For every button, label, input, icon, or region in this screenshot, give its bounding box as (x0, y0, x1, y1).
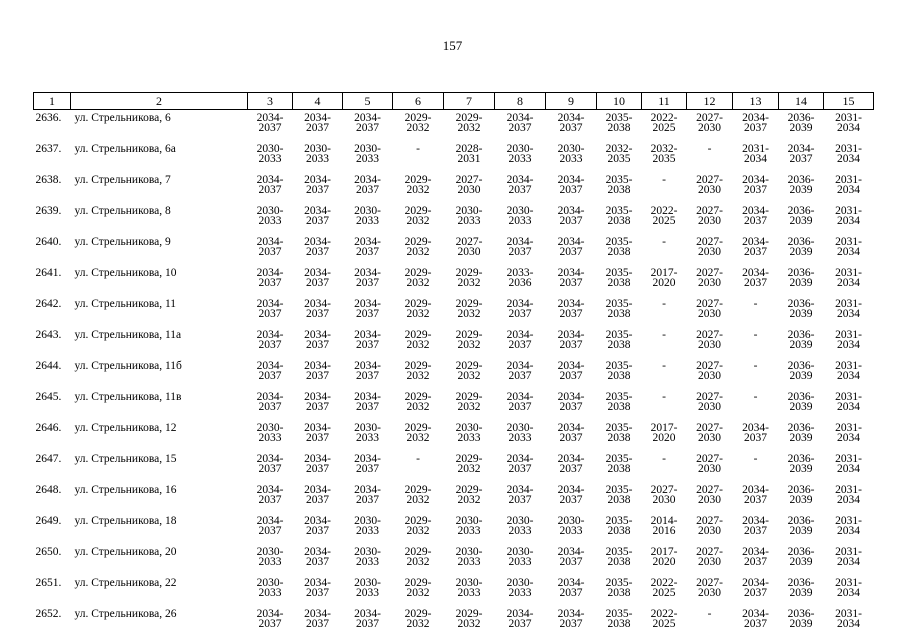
year-range-cell: 2034- 2037 (742, 608, 769, 630)
year-range-cell: 2031- 2034 (835, 484, 862, 506)
street-address: ул. Стрельникова, 8 (74, 205, 171, 217)
year-range-cell: 2029- 2032 (404, 112, 432, 134)
year-range-cell: 2029- 2032 (455, 267, 483, 289)
year-range-cell: - (416, 143, 420, 155)
year-range-cell: 2035- 2038 (605, 608, 633, 630)
year-range-cell: 2029- 2032 (455, 391, 483, 413)
street-address: ул. Стрельникова, 7 (74, 174, 171, 186)
year-range-cell: 2034- 2037 (506, 329, 534, 351)
year-range-cell: 2033- 2036 (506, 267, 534, 289)
row-number: 2640. (35, 236, 62, 248)
table-row (34, 110, 874, 142)
year-range-cell: 2034- 2037 (354, 453, 381, 475)
year-range-cell: 2036- 2039 (787, 453, 815, 475)
year-range-cell: - (753, 453, 758, 465)
year-range-cell: 2027- 2030 (696, 112, 723, 134)
year-range-cell: 2027- 2030 (696, 484, 723, 506)
year-range-cell: 2034- 2037 (304, 391, 331, 413)
year-range-cell: 2032- 2035 (650, 143, 678, 165)
year-range-cell: 2035- 2038 (605, 205, 633, 227)
year-range-cell: 2034- 2037 (506, 608, 534, 630)
year-range-cell: 2034- 2037 (256, 329, 284, 351)
year-range-cell: 2031- 2034 (835, 577, 862, 599)
year-range-cell: 2034- 2037 (742, 236, 769, 258)
year-range-cell: - (662, 329, 666, 341)
street-address: ул. Стрельникова, 26 (74, 608, 177, 620)
year-range-cell: 2031- 2034 (835, 143, 862, 165)
street-address: ул. Стрельникова, 11 (74, 298, 177, 310)
year-range-cell: - (662, 453, 666, 465)
row-number: 2636. (35, 112, 62, 124)
year-range-cell: 2034- 2037 (557, 360, 585, 382)
year-range-cell: 2027- 2030 (696, 515, 723, 537)
year-range-cell: 2034- 2037 (256, 453, 284, 475)
year-range-cell: 2036- 2039 (787, 112, 815, 134)
year-range-cell: 2029- 2032 (455, 484, 483, 506)
year-range-cell: 2027- 2030 (650, 484, 678, 506)
year-range-cell: 2031- 2034 (835, 422, 862, 444)
year-range-cell: 2027- 2030 (696, 298, 723, 320)
year-range-cell: 2034- 2037 (557, 174, 585, 196)
year-range-cell: 2034- 2037 (742, 515, 769, 537)
year-range-cell: 2034- 2037 (742, 174, 769, 196)
year-range-cell: 2022- 2025 (650, 608, 678, 630)
year-range-cell: 2036- 2039 (787, 205, 815, 227)
year-range-cell: 2034- 2037 (742, 267, 769, 289)
year-range-cell: 2036- 2039 (787, 174, 815, 196)
year-range-cell: 2034- 2037 (506, 484, 534, 506)
row-number: 2639. (35, 205, 62, 217)
year-range-cell: 2029- 2032 (404, 298, 432, 320)
year-range-cell: 2034- 2037 (354, 236, 381, 258)
year-range-cell: 2031- 2034 (835, 360, 862, 382)
year-range-cell: - (662, 298, 666, 310)
year-range-cell: 2027- 2030 (696, 453, 723, 475)
year-range-cell: 2029- 2032 (404, 515, 432, 537)
year-range-cell: 2027- 2030 (455, 236, 483, 258)
year-range-cell: 2034- 2037 (304, 577, 331, 599)
column-header: 14 (779, 93, 824, 110)
year-range-cell: - (662, 391, 666, 403)
year-range-cell: 2034- 2037 (557, 577, 585, 599)
year-range-cell: 2017- 2020 (650, 546, 678, 568)
year-range-cell: 2029- 2032 (404, 360, 432, 382)
street-address: ул. Стрельникова, 16 (74, 484, 177, 496)
year-range-cell: - (662, 174, 666, 186)
year-range-cell: 2034- 2037 (506, 174, 534, 196)
year-range-cell: 2030- 2033 (256, 546, 284, 568)
year-range-cell: 2030- 2033 (354, 577, 381, 599)
year-range-cell: 2036- 2039 (787, 267, 815, 289)
year-range-cell: 2034- 2037 (256, 391, 284, 413)
row-number: 2642. (35, 298, 62, 310)
column-header: 13 (733, 93, 779, 110)
year-range-cell: 2030- 2033 (354, 422, 381, 444)
column-header: 1 (34, 93, 71, 110)
year-range-cell: 2022- 2025 (650, 205, 678, 227)
street-address: ул. Стрельникова, 11а (74, 329, 182, 341)
year-range-cell: 2027- 2030 (696, 577, 723, 599)
year-range-cell: 2036- 2039 (787, 329, 815, 351)
year-range-cell: - (662, 236, 666, 248)
table-row (34, 451, 874, 482)
year-range-cell: 2034- 2037 (557, 422, 585, 444)
year-range-cell: 2031- 2034 (742, 143, 769, 165)
year-range-cell: 2029- 2032 (404, 608, 432, 630)
year-range-cell: 2034- 2037 (304, 205, 331, 227)
row-number: 2649. (35, 515, 62, 527)
page-number: 157 (442, 38, 463, 53)
year-range-cell: 2030- 2033 (506, 422, 534, 444)
year-range-cell: 2030- 2033 (354, 546, 381, 568)
street-address: ул. Стрельникова, 18 (74, 515, 177, 527)
year-range-cell: 2031- 2034 (835, 329, 862, 351)
table-row (34, 606, 874, 637)
year-range-cell: 2030- 2033 (455, 546, 483, 568)
year-range-cell: 2027- 2030 (696, 267, 723, 289)
row-number: 2643. (35, 329, 62, 341)
year-range-cell: 2034- 2037 (506, 298, 534, 320)
year-range-cell: 2030- 2033 (256, 205, 284, 227)
year-range-cell: 2029- 2032 (404, 174, 432, 196)
year-range-cell: 2034- 2037 (354, 267, 381, 289)
street-address: ул. Стрельникова, 9 (74, 236, 171, 248)
year-range-cell: 2034- 2037 (354, 174, 381, 196)
row-number: 2646. (35, 422, 62, 434)
year-range-cell: 2034- 2037 (304, 608, 331, 630)
year-range-cell: 2034- 2037 (787, 143, 815, 165)
year-range-cell: 2034- 2037 (354, 608, 381, 630)
year-range-cell: 2035- 2038 (605, 515, 633, 537)
street-address: ул. Стрельникова, 6а (74, 143, 176, 155)
year-range-cell: 2034- 2037 (742, 205, 769, 227)
row-number: 2637. (35, 143, 62, 155)
year-range-cell: 2029- 2032 (404, 577, 432, 599)
year-range-cell: 2034- 2037 (304, 267, 331, 289)
year-range-cell: 2034- 2037 (304, 298, 331, 320)
column-header: 6 (393, 93, 444, 110)
header-row (34, 93, 874, 110)
year-range-cell: 2027- 2030 (696, 329, 723, 351)
year-range-cell: 2029- 2032 (404, 236, 432, 258)
row-number: 2652. (35, 608, 62, 620)
table-row (34, 482, 874, 513)
year-range-cell: 2029- 2032 (455, 329, 483, 351)
year-range-cell: 2029- 2032 (404, 391, 432, 413)
year-range-cell: 2034- 2037 (256, 174, 284, 196)
year-range-cell: 2031- 2034 (835, 205, 862, 227)
year-range-cell: 2035- 2038 (605, 174, 633, 196)
year-range-cell: 2034- 2037 (354, 298, 381, 320)
year-range-cell: 2030- 2033 (506, 515, 534, 537)
year-range-cell: 2034- 2037 (557, 391, 585, 413)
year-range-cell: 2034- 2037 (256, 112, 284, 134)
year-range-cell: 2036- 2039 (787, 391, 815, 413)
year-range-cell: 2034- 2037 (354, 360, 381, 382)
year-range-cell: 2030- 2033 (354, 143, 381, 165)
year-range-cell: 2027- 2030 (696, 236, 723, 258)
year-range-cell: 2027- 2030 (696, 391, 723, 413)
year-range-cell: 2034- 2037 (354, 484, 381, 506)
year-range-cell: 2034- 2037 (506, 236, 534, 258)
year-range-cell: 2030- 2033 (455, 577, 483, 599)
column-header: 9 (546, 93, 597, 110)
year-range-cell: 2034- 2037 (256, 267, 284, 289)
year-range-cell: 2030- 2033 (354, 205, 381, 227)
year-range-cell: - (753, 391, 758, 403)
year-range-cell: 2035- 2038 (605, 298, 633, 320)
year-range-cell: 2034- 2037 (557, 112, 585, 134)
year-range-cell: 2036- 2039 (787, 360, 815, 382)
year-range-cell: 2029- 2032 (455, 360, 483, 382)
year-range-cell: 2034- 2037 (506, 112, 534, 134)
year-range-cell: 2036- 2039 (787, 236, 815, 258)
year-range-cell: 2034- 2037 (742, 422, 769, 444)
year-range-cell: 2034- 2037 (506, 391, 534, 413)
year-range-cell: 2017- 2020 (650, 422, 678, 444)
year-range-cell: 2031- 2034 (835, 391, 862, 413)
year-range-cell: 2036- 2039 (787, 422, 815, 444)
year-range-cell: 2029- 2032 (404, 546, 432, 568)
street-address: ул. Стрельникова, 11б (74, 360, 182, 372)
column-header: 12 (687, 93, 733, 110)
year-range-cell: 2034- 2037 (304, 112, 331, 134)
year-range-cell: 2030- 2033 (506, 143, 534, 165)
year-range-cell: 2034- 2037 (557, 236, 585, 258)
year-range-cell: 2030- 2033 (506, 546, 534, 568)
column-header: 11 (642, 93, 687, 110)
table-row (34, 389, 874, 420)
year-range-cell: - (753, 360, 758, 372)
table-row (34, 265, 874, 296)
year-range-cell: - (662, 360, 666, 372)
year-range-cell: 2027- 2030 (696, 546, 723, 568)
year-range-cell: 2034- 2037 (256, 298, 284, 320)
year-range-cell: 2035- 2038 (605, 546, 633, 568)
year-range-cell: 2034- 2037 (557, 546, 585, 568)
year-range-cell: 2031- 2034 (835, 453, 862, 475)
street-address: ул. Стрельникова, 22 (74, 577, 177, 589)
table-row (34, 141, 874, 172)
year-range-cell: 2027- 2030 (696, 422, 723, 444)
year-range-cell: 2031- 2034 (835, 112, 862, 134)
year-range-cell: 2031- 2034 (835, 267, 862, 289)
year-range-cell: 2034- 2037 (557, 453, 585, 475)
year-range-cell: 2030- 2033 (455, 515, 483, 537)
year-range-cell: 2034- 2037 (557, 329, 585, 351)
row-number: 2647. (35, 453, 62, 465)
table-row (34, 296, 874, 327)
year-range-cell: 2036- 2039 (787, 608, 815, 630)
row-number: 2641. (35, 267, 62, 279)
row-number: 2645. (35, 391, 62, 403)
year-range-cell: 2034- 2037 (557, 298, 585, 320)
year-range-cell: 2035- 2038 (605, 422, 633, 444)
year-range-cell: 2030- 2033 (506, 577, 534, 599)
year-range-cell: 2035- 2038 (605, 360, 633, 382)
year-range-cell: 2030- 2033 (256, 422, 284, 444)
year-range-cell: 2029- 2032 (455, 298, 483, 320)
year-range-cell: 2034- 2037 (304, 484, 331, 506)
year-range-cell: 2035- 2038 (605, 329, 633, 351)
table-row (34, 420, 874, 451)
year-range-cell: 2029- 2032 (455, 112, 483, 134)
column-header: 7 (444, 93, 495, 110)
year-range-cell: 2034- 2037 (304, 236, 331, 258)
row-number: 2648. (35, 484, 62, 496)
year-range-cell: 2034- 2037 (256, 236, 284, 258)
year-range-cell: 2032- 2035 (605, 143, 633, 165)
year-range-cell: 2034- 2037 (557, 484, 585, 506)
year-range-cell: 2034- 2037 (304, 329, 331, 351)
year-range-cell: 2034- 2037 (742, 577, 769, 599)
table-row (34, 203, 874, 234)
year-range-cell: 2036- 2039 (787, 577, 815, 599)
year-range-cell: 2035- 2038 (605, 484, 633, 506)
table-row (34, 358, 874, 389)
year-range-cell: 2029- 2032 (455, 453, 483, 475)
year-range-cell: 2034- 2037 (742, 546, 769, 568)
column-header: 8 (495, 93, 546, 110)
year-range-cell: 2029- 2032 (404, 422, 432, 444)
row-number: 2638. (35, 174, 62, 186)
year-range-cell: 2034- 2037 (256, 360, 284, 382)
year-range-cell: 2034- 2037 (742, 112, 769, 134)
year-range-cell: 2035- 2038 (605, 236, 633, 258)
year-range-cell: 2027- 2030 (696, 174, 723, 196)
schedule-table (33, 92, 874, 637)
year-range-cell: 2034- 2037 (304, 515, 331, 537)
year-range-cell: 2029- 2032 (404, 329, 432, 351)
year-range-cell: 2034- 2037 (557, 267, 585, 289)
table-row (34, 172, 874, 203)
year-range-cell: 2034- 2037 (304, 546, 331, 568)
year-range-cell: 2030- 2033 (506, 205, 534, 227)
year-range-cell: 2031- 2034 (835, 546, 862, 568)
year-range-cell: 2031- 2034 (835, 515, 862, 537)
year-range-cell: 2022- 2025 (650, 577, 678, 599)
year-range-cell: 2014- 2016 (650, 515, 678, 537)
table-row (34, 575, 874, 606)
year-range-cell: 2034- 2037 (256, 484, 284, 506)
column-header: 5 (343, 93, 393, 110)
street-address: ул. Стрельникова, 20 (74, 546, 177, 558)
year-range-cell: - (753, 329, 758, 341)
year-range-cell: 2035- 2038 (605, 453, 633, 475)
year-range-cell: 2031- 2034 (835, 236, 862, 258)
street-address: ул. Стрельникова, 15 (74, 453, 177, 465)
year-range-cell: 2027- 2030 (696, 205, 723, 227)
year-range-cell: 2027- 2030 (696, 360, 723, 382)
year-range-cell: 2030- 2033 (256, 577, 284, 599)
year-range-cell: 2031- 2034 (835, 608, 862, 630)
column-header: 10 (597, 93, 642, 110)
column-header: 4 (293, 93, 343, 110)
year-range-cell: 2030- 2033 (304, 143, 331, 165)
year-range-cell: 2034- 2037 (304, 360, 331, 382)
year-range-cell: 2036- 2039 (787, 515, 815, 537)
year-range-cell: 2017- 2020 (650, 267, 678, 289)
street-address: ул. Стрельникова, 10 (74, 267, 177, 279)
year-range-cell: 2027- 2030 (455, 174, 483, 196)
year-range-cell: 2030- 2033 (557, 143, 585, 165)
row-number: 2651. (35, 577, 62, 589)
year-range-cell: 2034- 2037 (304, 453, 331, 475)
table-row (34, 544, 874, 575)
street-address: ул. Стрельникова, 11в (74, 391, 182, 403)
year-range-cell: 2034- 2037 (304, 174, 331, 196)
year-range-cell: 2030- 2033 (256, 143, 284, 165)
column-header: 2 (71, 93, 248, 110)
year-range-cell: 2022- 2025 (650, 112, 678, 134)
year-range-cell: 2030- 2033 (455, 422, 483, 444)
year-range-cell: - (707, 143, 712, 155)
year-range-cell: - (416, 453, 420, 465)
year-range-cell: 2028- 2031 (455, 143, 483, 165)
year-range-cell: 2031- 2034 (835, 174, 862, 196)
year-range-cell: 2034- 2037 (354, 112, 381, 134)
year-range-cell: 2034- 2037 (354, 329, 381, 351)
year-range-cell: 2035- 2038 (605, 112, 633, 134)
year-range-cell: 2034- 2037 (506, 360, 534, 382)
year-range-cell: 2035- 2038 (605, 391, 633, 413)
year-range-cell: 2034- 2037 (256, 608, 284, 630)
year-range-cell: 2036- 2039 (787, 298, 815, 320)
year-range-cell: 2030- 2033 (455, 205, 483, 227)
year-range-cell: - (707, 608, 712, 620)
year-range-cell: 2030- 2033 (354, 515, 381, 537)
year-range-cell: 2036- 2039 (787, 546, 815, 568)
table-body (34, 110, 874, 638)
table-row (34, 513, 874, 544)
year-range-cell: 2029- 2032 (455, 608, 483, 630)
column-header: 3 (248, 93, 293, 110)
year-range-cell: 2035- 2038 (605, 577, 633, 599)
year-range-cell: 2036- 2039 (787, 484, 815, 506)
year-range-cell: 2034- 2037 (256, 515, 284, 537)
table-row (34, 327, 874, 358)
year-range-cell: 2030- 2033 (557, 515, 585, 537)
year-range-cell: 2034- 2037 (506, 453, 534, 475)
year-range-cell: 2029- 2032 (404, 484, 432, 506)
street-address: ул. Стрельникова, 12 (74, 422, 177, 434)
year-range-cell: - (753, 298, 758, 310)
year-range-cell: 2034- 2037 (742, 484, 769, 506)
year-range-cell: 2035- 2038 (605, 267, 633, 289)
year-range-cell: 2031- 2034 (835, 298, 862, 320)
year-range-cell: 2034- 2037 (557, 608, 585, 630)
row-number: 2650. (35, 546, 62, 558)
row-number: 2644. (35, 360, 62, 372)
year-range-cell: 2029- 2032 (404, 205, 432, 227)
year-range-cell: 2034- 2037 (557, 205, 585, 227)
table-row (34, 234, 874, 265)
year-range-cell: 2034- 2037 (304, 422, 331, 444)
year-range-cell: 2029- 2032 (404, 267, 432, 289)
street-address: ул. Стрельникова, 6 (74, 112, 171, 124)
column-header: 15 (824, 93, 874, 110)
year-range-cell: 2034- 2037 (354, 391, 381, 413)
